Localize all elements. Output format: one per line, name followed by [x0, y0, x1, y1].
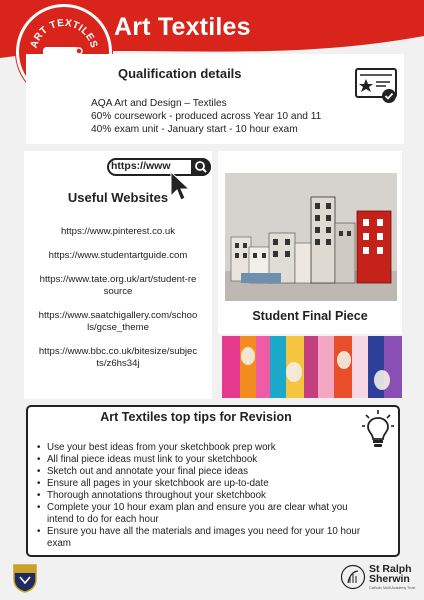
- revision-tips-list: [37, 442, 372, 550]
- websites-list: [24, 226, 212, 382]
- qualification-line: 40% exam unit - January start - 10 hour exam: [91, 124, 298, 135]
- website-link[interactable]: https://www.saatchigallery.com/schools/gcse_theme: [38, 310, 198, 333]
- final-piece-photo: [225, 173, 397, 301]
- thread-spools-photo: [222, 336, 402, 398]
- website-link[interactable]: https://www.tate.org.uk/art/student-resource: [39, 274, 197, 297]
- tip-item: • Complete your 10 hour exam plan and ensure you are clear what you intend to do for each hour: [37, 502, 372, 526]
- revision-tips-heading: Art Textiles top tips for Revision: [100, 410, 292, 424]
- tip-item: • Ensure you have all the materials and images you need for your 10 hour exam: [37, 526, 372, 550]
- trust-name-line2: Sherwin: [369, 573, 410, 585]
- websites-heading: Useful Websites: [67, 190, 169, 205]
- trust-logo-icon: [340, 564, 366, 590]
- search-bar-text: https://www: [111, 160, 171, 172]
- tip-item: • Sketch out and annotate your final piece ideas: [37, 466, 372, 478]
- trust-subtitle: Catholic Multi Academy Trust: [369, 586, 416, 590]
- qualification-details: [91, 97, 321, 136]
- tip-item: • All final piece ideas must link to your sketchbook: [37, 454, 372, 466]
- trust-name: [369, 564, 412, 584]
- final-piece-caption: Student Final Piece: [252, 309, 368, 323]
- tip-item: • Ensure all pages in your sketchbook are up-to-date: [37, 478, 372, 490]
- website-link[interactable]: https://www.pinterest.co.uk: [60, 226, 176, 237]
- qualification-line: 60% coursework - produced across Year 10 and 11: [91, 111, 322, 122]
- website-link[interactable]: https://www.studentartguide.com: [48, 250, 188, 261]
- qualification-line: AQA Art and Design – Textiles: [91, 98, 227, 109]
- website-link[interactable]: https://www.bbc.co.uk/bitesize/subjects/z6hs34j: [38, 346, 198, 369]
- search-button: [191, 158, 211, 176]
- trust-name-line1: St Ralph: [369, 563, 412, 575]
- svg-text:ART TEXTILES: ART TEXTILES: [28, 17, 100, 50]
- tip-item: • Thorough annotations throughout your sketchbook: [37, 490, 372, 502]
- search-icon: [191, 158, 211, 176]
- school-crest-icon: [12, 563, 38, 593]
- tip-item: • Use your best ideas from your sketchbook prep work: [37, 442, 372, 454]
- certificate-icon: [354, 67, 400, 105]
- qualification-heading: Qualification details: [118, 66, 242, 81]
- page-title: Art Textiles: [114, 13, 251, 41]
